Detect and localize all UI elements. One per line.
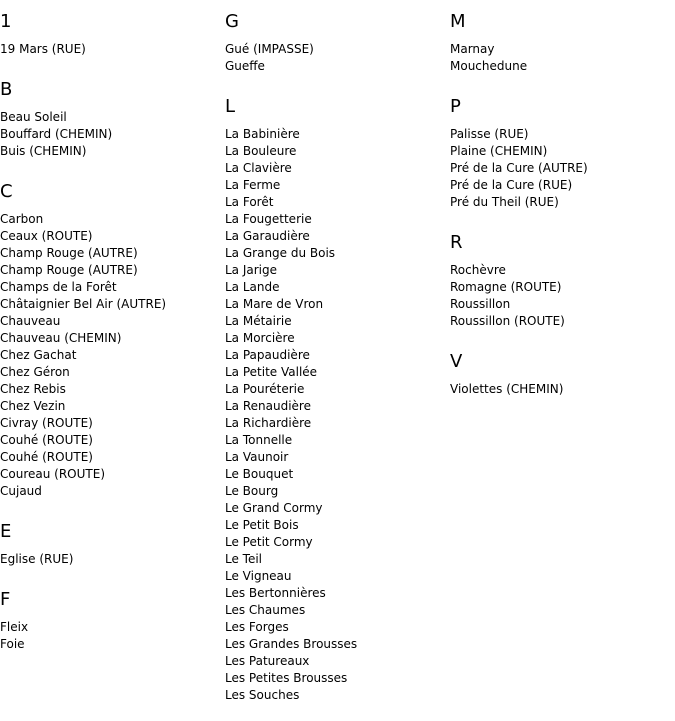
- street-name: La Vaunoir: [225, 450, 289, 464]
- street-list: [450, 126, 670, 211]
- section-letter-heading: 1: [0, 11, 12, 32]
- street-name: Rochèvre: [450, 263, 506, 277]
- street-list: [0, 109, 220, 160]
- street-name: La Morcière: [225, 331, 295, 345]
- street-list: [0, 551, 220, 568]
- street-list: [0, 211, 220, 500]
- street-name: Chauveau (CHEMIN): [0, 331, 122, 345]
- index-column-3: [450, 0, 670, 398]
- street-name: Chez Gachat: [0, 348, 77, 362]
- street-name: La Lande: [225, 280, 280, 294]
- street-name: Ceaux (ROUTE): [0, 229, 93, 243]
- street-name: Gué (IMPASSE): [225, 42, 314, 56]
- letter-section: [450, 232, 670, 330]
- street-name: Les Forges: [225, 620, 289, 634]
- street-list: [450, 381, 670, 398]
- section-letter-heading: F: [0, 589, 11, 610]
- street-name: La Clavière: [225, 161, 292, 175]
- street-name: Le Bourg: [225, 484, 279, 498]
- street-name: La Pouréterie: [225, 382, 305, 396]
- street-name: Palisse (RUE): [450, 127, 529, 141]
- letter-section: [0, 79, 220, 160]
- section-letter-heading: V: [450, 351, 463, 372]
- section-letter-heading: C: [0, 181, 13, 202]
- street-name: Roussillon: [450, 297, 511, 311]
- letter-section: [225, 11, 445, 75]
- street-name: Beau Soleil: [0, 110, 67, 124]
- street-list: [225, 41, 445, 75]
- street-name: Foie: [0, 637, 25, 651]
- street-name: La Renaudière: [225, 399, 311, 413]
- street-name: Pré de la Cure (AUTRE): [450, 161, 588, 175]
- letter-section: [225, 96, 445, 704]
- letter-section: [450, 96, 670, 211]
- street-name: Chez Rebis: [0, 382, 66, 396]
- street-name: Eglise (RUE): [0, 552, 74, 566]
- street-list: [0, 41, 220, 58]
- street-name: La Tonnelle: [225, 433, 293, 447]
- street-name: Roussillon (ROUTE): [450, 314, 565, 328]
- street-name: Romagne (ROUTE): [450, 280, 562, 294]
- street-name: La Forêt: [225, 195, 274, 209]
- street-name: La Bouleure: [225, 144, 297, 158]
- street-name: Champ Rouge (AUTRE): [0, 246, 138, 260]
- section-letter-heading: M: [450, 11, 466, 32]
- street-name: La Ferme: [225, 178, 281, 192]
- street-name: La Jarige: [225, 263, 278, 277]
- street-name: Champ Rouge (AUTRE): [0, 263, 138, 277]
- letter-section: [450, 351, 670, 398]
- street-name: Chez Vezin: [0, 399, 66, 413]
- street-name: La Petite Vallée: [225, 365, 318, 379]
- street-list: [225, 126, 445, 704]
- street-name: La Garaudière: [225, 229, 310, 243]
- street-name: Les Patureaux: [225, 654, 310, 668]
- street-name: Les Chaumes: [225, 603, 306, 617]
- street-name: Les Bertonnières: [225, 586, 326, 600]
- letter-section: [0, 181, 220, 500]
- section-letter-heading: E: [0, 521, 12, 542]
- street-name: La Mare de Vron: [225, 297, 324, 311]
- street-name: Carbon: [0, 212, 44, 226]
- street-name: Mouchedune: [450, 59, 528, 73]
- street-name: La Fougetterie: [225, 212, 312, 226]
- street-name: Les Petites Brousses: [225, 671, 348, 685]
- index-column-1: [0, 0, 220, 653]
- street-name: La Richardière: [225, 416, 312, 430]
- letter-section: [0, 589, 220, 653]
- street-name: Le Teil: [225, 552, 263, 566]
- street-name: Couhé (ROUTE): [0, 433, 93, 447]
- street-name: Coureau (ROUTE): [0, 467, 105, 481]
- street-list: [0, 619, 220, 653]
- street-name: Champs de la Forêt: [0, 280, 117, 294]
- section-letter-heading: R: [450, 232, 463, 253]
- street-name: Le Grand Cormy: [225, 501, 323, 515]
- section-letter-heading: G: [225, 11, 239, 32]
- street-name: 19 Mars (RUE): [0, 42, 86, 56]
- street-name: La Papaudière: [225, 348, 310, 362]
- letter-section: [0, 521, 220, 568]
- section-letter-heading: B: [0, 79, 13, 100]
- street-name: Chez Géron: [0, 365, 70, 379]
- street-name: Violettes (CHEMIN): [450, 382, 564, 396]
- street-list: [450, 262, 670, 330]
- street-name: La Grange du Bois: [225, 246, 336, 260]
- street-name: Les Souches: [225, 688, 300, 702]
- street-name: Plaine (CHEMIN): [450, 144, 548, 158]
- street-name: Châtaignier Bel Air (AUTRE): [0, 297, 167, 311]
- index-column-2: [225, 0, 445, 704]
- street-name: Cujaud: [0, 484, 42, 498]
- street-name: Couhé (ROUTE): [0, 450, 93, 464]
- street-name: Le Bouquet: [225, 467, 294, 481]
- street-name: Bouffard (CHEMIN): [0, 127, 113, 141]
- street-name: Le Petit Cormy: [225, 535, 313, 549]
- street-name: Marnay: [450, 42, 495, 56]
- street-name: Fleix: [0, 620, 29, 634]
- section-letter-heading: P: [450, 96, 461, 117]
- street-name: Chauveau: [0, 314, 61, 328]
- street-name: Civray (ROUTE): [0, 416, 93, 430]
- street-name: Le Vigneau: [225, 569, 292, 583]
- street-name: Buis (CHEMIN): [0, 144, 87, 158]
- street-name: Pré de la Cure (RUE): [450, 178, 573, 192]
- street-name: Gueffe: [225, 59, 265, 73]
- street-name: La Babinière: [225, 127, 300, 141]
- section-letter-heading: L: [225, 96, 236, 117]
- street-list: [450, 41, 670, 75]
- street-name: La Métairie: [225, 314, 292, 328]
- letter-section: [0, 11, 220, 58]
- street-name: Pré du Theil (RUE): [450, 195, 559, 209]
- letter-section: [450, 11, 670, 75]
- street-name: Les Grandes Brousses: [225, 637, 358, 651]
- street-name: Le Petit Bois: [225, 518, 299, 532]
